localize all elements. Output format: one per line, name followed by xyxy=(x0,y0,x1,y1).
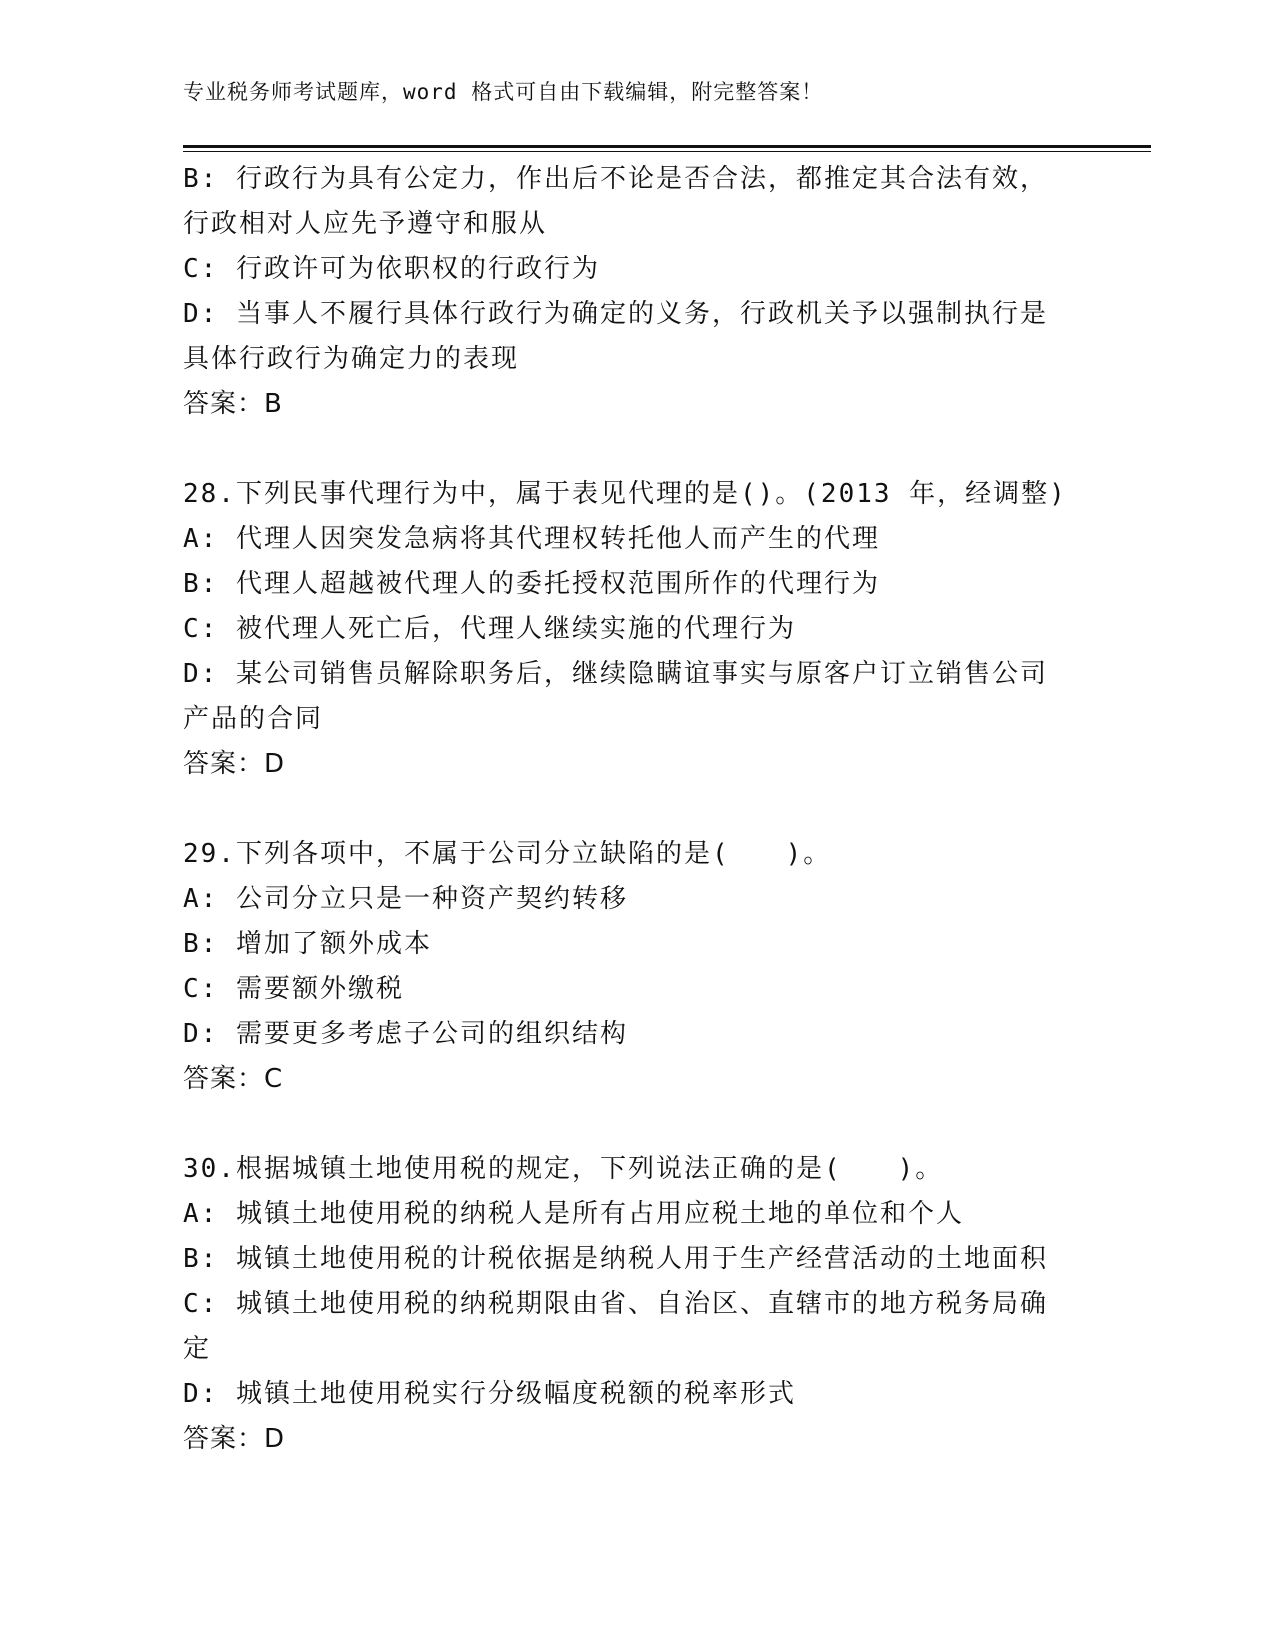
question-28 xyxy=(183,472,1083,787)
option-c: C: 需要额外缴税 xyxy=(183,974,404,1004)
question-27-tail xyxy=(183,157,1083,427)
question-30 xyxy=(183,1147,1083,1462)
option-c: C: 行政许可为依职权的行政行为 xyxy=(183,254,600,284)
question-stem: 29.下列各项中，不属于公司分立缺陷的是( )。 xyxy=(183,839,832,869)
option-d-line-2: 具体行政行为确定力的表现 xyxy=(183,344,520,374)
spacer xyxy=(183,1102,1083,1147)
header-rule-thick xyxy=(183,145,1151,148)
option-d-line-1: D: 某公司销售员解除职务后，继续隐瞒谊事实与原客户订立销售公司 xyxy=(183,659,1048,689)
option-d: D: 需要更多考虑子公司的组织结构 xyxy=(183,1019,628,1049)
option-a: A: 代理人因突发急病将其代理权转托他人而产生的代理 xyxy=(183,524,880,554)
page-header: 专业税务师考试题库，word 格式可自由下载编辑，附完整答案！ xyxy=(183,80,824,104)
spacer xyxy=(183,787,1083,832)
option-d-line-1: D: 当事人不履行具体行政行为确定的义务，行政机关予以强制执行是 xyxy=(183,299,1048,329)
option-b: B: 城镇土地使用税的计税依据是纳税人用于生产经营活动的土地面积 xyxy=(183,1244,1048,1274)
option-a: A: 城镇土地使用税的纳税人是所有占用应税土地的单位和个人 xyxy=(183,1199,964,1229)
option-a: A: 公司分立只是一种资产契约转移 xyxy=(183,884,628,914)
option-b-line-2: 行政相对人应先予遵守和服从 xyxy=(183,209,548,239)
question-content xyxy=(183,157,1083,1462)
spacer xyxy=(183,427,1083,472)
option-b-line-1: B: 行政行为具有公定力，作出后不论是否合法，都推定其合法有效， xyxy=(183,164,1048,194)
answer: 答案：B xyxy=(183,389,283,419)
answer: 答案：C xyxy=(183,1064,284,1094)
option-d: D: 城镇土地使用税实行分级幅度税额的税率形式 xyxy=(183,1379,796,1409)
option-b: B: 代理人超越被代理人的委托授权范围所作的代理行为 xyxy=(183,569,880,599)
header-rule-thin xyxy=(183,151,1151,152)
answer: 答案：D xyxy=(183,749,286,779)
option-d-line-2: 产品的合同 xyxy=(183,704,324,734)
option-c-line-1: C: 城镇土地使用税的纳税期限由省、自治区、直辖市的地方税务局确 xyxy=(183,1289,1048,1319)
question-29 xyxy=(183,832,1083,1102)
option-b: B: 增加了额外成本 xyxy=(183,929,432,959)
answer: 答案：D xyxy=(183,1424,286,1454)
question-stem: 30.根据城镇土地使用税的规定，下列说法正确的是( )。 xyxy=(183,1154,944,1184)
option-c-line-2: 定 xyxy=(183,1334,212,1364)
question-stem: 28.下列民事代理行为中，属于表见代理的是()。(2013 年，经调整) xyxy=(183,479,1067,509)
option-c: C: 被代理人死亡后，代理人继续实施的代理行为 xyxy=(183,614,796,644)
